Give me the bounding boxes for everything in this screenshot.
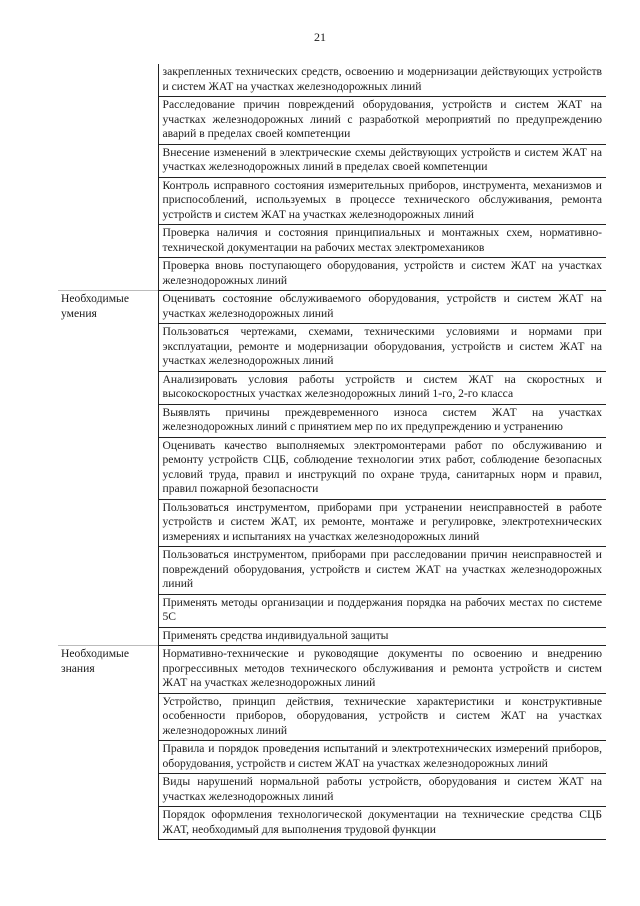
table-row-item: Пользоваться инструментом, приборами при устранении неисправностей в работе устройств и систем ЖАТ, их ремонте, монтаже и регулировке, электротехнических измерениях и испытаниях на участках железнодорожных линий <box>158 499 606 547</box>
table-row-item: Нормативно-технические и руководящие документы по освоению и внедрению прогрессивных методов технического обслуживания и ремонта устройств и систем ЖАТ на участках железнодорожных линий <box>158 646 606 694</box>
table-row-item: Устройство, принцип действия, технические характеристики и конструктивные особенности приборов, оборудования, устройств и систем ЖАТ на участках железнодорожных линий <box>158 693 606 741</box>
table-row-item: Пользоваться чертежами, схемами, техническими условиями и нормами при эксплуатации, ремонте и модернизации оборудования, устройств и систем ЖАТ на участках железнодорожных линий <box>158 324 606 372</box>
section-label-knowledge: Необходимые знания <box>58 646 158 840</box>
table-row-item: Оценивать состояние обслуживаемого оборудования, устройств и систем ЖАТ на участках железнодорожных линий <box>158 291 606 324</box>
table-row-item: Виды нарушений нормальной работы устройств, оборудования и систем ЖАТ на участках железнодорожных линий <box>158 774 606 807</box>
function-requirements-table <box>58 64 606 840</box>
table-row-item: Внесение изменений в электрические схемы действующих устройств и систем ЖАТ на участках железнодорожных линий в пределах своей компетенции <box>158 144 606 177</box>
table-row-item: Анализировать условия работы устройств и систем ЖАТ на скоростных и высокоскоростных участках железнодорожных линий 1-го, 2-го класса <box>158 371 606 404</box>
table-row-item: Контроль исправного состояния измерительных приборов, инструмента, механизмов и приспособлений, используемых в процессе технического обслуживания, ремонта устройств и систем ЖАТ на участках железнодорожных линий <box>158 177 606 225</box>
table-row-item: Проверка наличия и состояния принципиальных и монтажных схем, нормативно-технической документации на рабочих местах электромехаников <box>158 225 606 258</box>
page-number: 21 <box>314 30 326 44</box>
section-label-actions <box>58 64 158 291</box>
table-row-item: Выявлять причины преждевременного износа систем ЖАТ на участках железнодорожных линий с принятием мер по их предупреждению и устранению <box>158 404 606 437</box>
table-row-item: Правила и порядок проведения испытаний и электротехнических измерений приборов, оборудования, устройств и систем ЖАТ на участках железнодорожных линий <box>158 741 606 774</box>
table-row-item: Пользоваться инструментом, приборами при расследовании причин неисправностей и повреждений оборудования, устройств и систем ЖАТ на участках железнодорожных линий <box>158 547 606 595</box>
section-label-skills: Необходимые умения <box>58 291 158 646</box>
table-row-item: Порядок оформления технологической документации на технические средства СЦБ ЖАТ, необходимый для выполнения трудовой функции <box>158 807 606 840</box>
table-row-item: Применять методы организации и поддержания порядка на рабочих местах по системе 5С <box>158 594 606 627</box>
table-row-item: Проверка вновь поступающего оборудования, устройств и систем ЖАТ на участках железнодорожных линий <box>158 258 606 291</box>
table-row-item: Расследование причин повреждений оборудования, устройств и систем ЖАТ на участках железнодорожных линий с разработкой мероприятий по предупреждению аварий в пределах своей компетенции <box>158 97 606 145</box>
table-row-item: закрепленных технических средств, освоению и модернизации действующих устройств и систем ЖАТ на участках железнодорожных линий <box>158 64 606 97</box>
table-row-item: Применять средства индивидуальной защиты <box>158 627 606 646</box>
table-row-item: Оценивать качество выполняемых электромонтерами работ по обслуживанию и ремонту устройств СЦБ, соблюдение технологии этих работ, соблюдение безопасных условий труда, правил и инструкций по охране труда, санитарных норм и правил, правил пожарной безопасности <box>158 437 606 499</box>
